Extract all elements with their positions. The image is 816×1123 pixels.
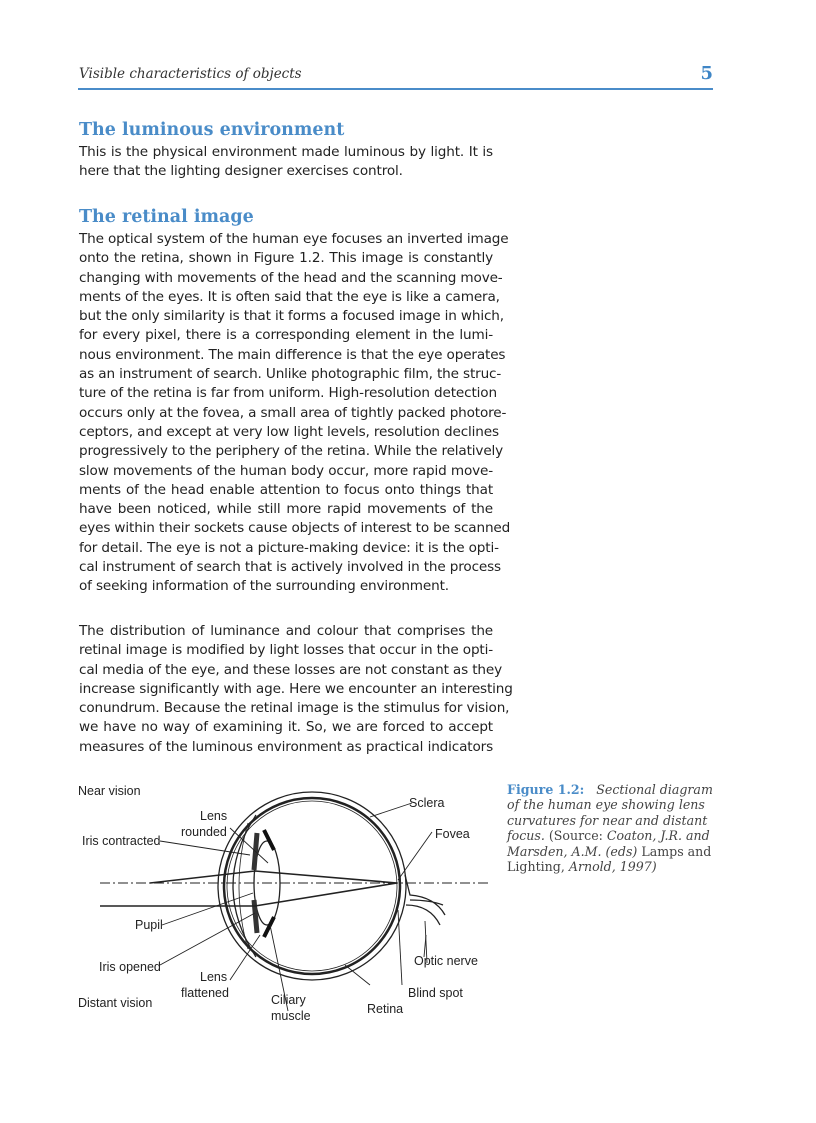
header-rule [78, 88, 713, 90]
text-line: The distribution of luminance and colour that comprises the [79, 623, 493, 639]
figure-label: Figure 1.2: [507, 782, 585, 797]
label-sclera: Sclera [409, 796, 445, 810]
caption-source-title: Lamps and Lighting, [507, 843, 712, 875]
label-blind-spot: Blind spot [408, 986, 463, 1000]
text-line: ture of the retina is far from uniform. High-resolution detection [79, 385, 497, 402]
optic-nerve [405, 875, 445, 925]
label-iris-opened: Iris opened [99, 960, 161, 974]
section-heading-retinal-image: The retinal image [79, 207, 254, 227]
label-lens-rounded: Lens [200, 809, 228, 823]
text-line: measures of the luminous environment as practical indicators [79, 738, 493, 755]
text-line: we have no way of examining it. So, we are forced to accept [79, 719, 493, 736]
label-ciliary-muscle: muscle [271, 1009, 311, 1023]
text-line: cal media of the eye, and these losses are not constant as they [79, 661, 502, 678]
text-line: of seeking information of the surrounding environment. [79, 578, 449, 595]
section-heading-luminous-environment: The luminous environment [79, 120, 345, 140]
caption-text: Sectional diagram of the human eye showing lens curvatures for near and distant focus. [507, 782, 713, 844]
text-line: retinal image is modified by light losses that occur in the opti- [79, 642, 493, 659]
eye-diagram [70, 775, 500, 1035]
label-iris-contracted: Iris contracted [82, 834, 161, 848]
text-line: occurs only at the fovea, a small area of tightly packed photore- [79, 404, 507, 421]
label-optic-nerve: Optic nerve [414, 954, 478, 968]
text-line: The optical system of the human eye focuses an inverted image [79, 231, 509, 247]
page-number: 5 [700, 63, 713, 84]
text-line: increase significantly with age. Here we encounter an interesting [79, 680, 513, 697]
label-pupil: Pupil [135, 918, 163, 932]
text-line: for detail. The eye is not a picture-making device: it is the opti- [79, 539, 499, 556]
caption-source-authors: Coaton, J.R. and Marsden, A.M. (eds) [507, 828, 710, 859]
text-line: eyes within their sockets cause objects of interest to be scanned [79, 520, 511, 537]
caption-source-open: (Source: [548, 828, 607, 844]
label-lens-rounded: rounded [181, 825, 227, 839]
paragraph [79, 143, 493, 182]
label-distant-vision: Distant vision [78, 996, 153, 1010]
paragraph [79, 230, 511, 597]
text-line: cal instrument of search that is actively involved in the process [79, 559, 501, 576]
paragraph [79, 622, 513, 757]
label-lens-flattened: Lens [200, 970, 228, 984]
text-line: slow movements of the human body occur, more rapid move- [79, 462, 493, 479]
text-line: onto the retina, shown in Figure 1.2. This image is constantly [79, 250, 493, 267]
text-line: This is the physical environment made luminous by light. It is [79, 144, 493, 160]
text-line: here that the lighting designer exercises control. [79, 163, 403, 180]
figure-caption [507, 782, 722, 874]
text-line: progressively to the periphery of the retina. While the relatively [79, 443, 504, 460]
text-line: changing with movements of the head and the scanning move- [79, 269, 503, 286]
caption-source-tail: Arnold, 1997) [568, 859, 657, 875]
text-line: nous environment. The main difference is that the eye operates [79, 346, 506, 363]
running-header-title: Visible characteristics of objects [79, 66, 302, 82]
label-ciliary-muscle: Ciliary [271, 993, 306, 1007]
text-line: but the only similarity is that it forms a focused image in which, [79, 308, 504, 325]
text-line: ments of the eyes. It is often said that the eye is like a camera, [79, 288, 500, 305]
label-retina: Retina [367, 1002, 404, 1016]
text-line: as an instrument of search. Unlike photographic film, the struc- [79, 366, 502, 383]
text-line: for every pixel, there is a corresponding element in the lumi- [79, 327, 493, 344]
text-line: ments of the head enable attention to focus onto things that [79, 481, 493, 498]
text-line: have been noticed, while still more rapid movements of the [79, 501, 493, 518]
label-near-vision: Near vision [78, 784, 141, 798]
text-line: conundrum. Because the retinal image is the stimulus for vision, [79, 700, 510, 717]
label-fovea: Fovea [435, 827, 470, 841]
label-lens-flattened: flattened [181, 986, 229, 1000]
text-line: ceptors, and except at very low light levels, resolution declines [79, 423, 499, 440]
